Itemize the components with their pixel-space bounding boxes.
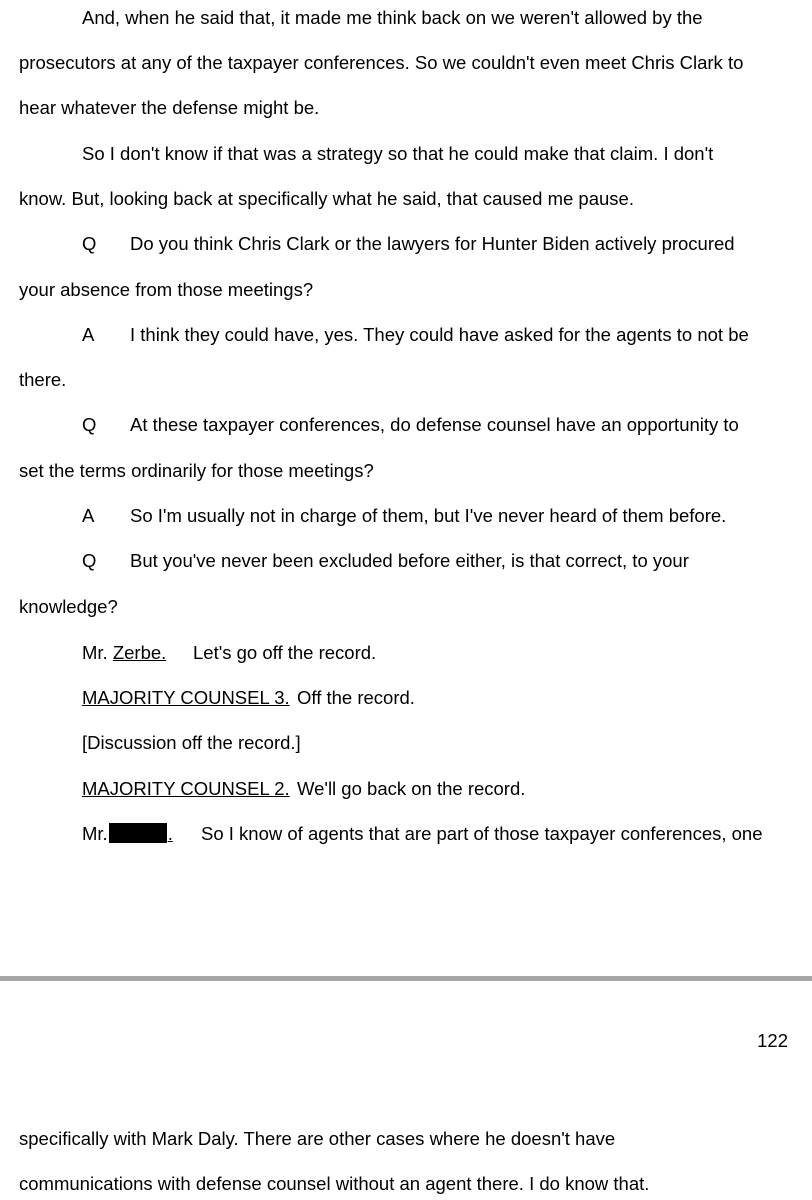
speaker-text: Let's go off the record.: [193, 642, 377, 663]
qa-text: So I'm usually not in charge of them, but I've never heard of them before.: [130, 505, 727, 526]
speaker-prefix: Mr.: [82, 642, 113, 663]
redaction-bar: [109, 823, 167, 843]
page-divider: [0, 976, 812, 981]
qa-text: But you've never been excluded before either, is that correct, to your: [130, 550, 689, 571]
transcript-line: And, when he said that, it made me think back on we weren't allowed by the: [82, 7, 703, 28]
speaker-name: Zerbe.: [112, 642, 167, 663]
stage-direction: [Discussion off the record.]: [82, 732, 301, 753]
speaker-prefix: Mr.: [82, 823, 108, 844]
transcript-line: know. But, looking back at specifically what he said, that caused me pause.: [19, 188, 634, 209]
speaker-line: [82, 642, 166, 664]
transcript-line: knowledge?: [19, 596, 118, 617]
transcript-line: there.: [19, 369, 67, 390]
speaker-text: We'll go back on the record.: [297, 778, 526, 799]
qa-text: I think they could have, yes. They could have asked for the agents to not be: [130, 324, 749, 345]
transcript-line: communications with defense counsel without an agent there. I do know that.: [19, 1173, 650, 1194]
transcript-line: your absence from those meetings?: [19, 279, 314, 300]
qa-text: At these taxpayer conferences, do defense counsel have an opportunity to: [130, 414, 739, 435]
transcript-line: hear whatever the defense might be.: [19, 97, 320, 118]
page-number: 122: [757, 1030, 788, 1051]
qa-marker: Q: [82, 550, 97, 571]
speaker-suffix: .: [167, 823, 173, 844]
qa-marker: Q: [82, 414, 97, 435]
qa-marker: A: [82, 505, 95, 526]
speaker-name: MAJORITY COUNSEL 3.: [82, 687, 290, 708]
transcript-line: So I don't know if that was a strategy so that he could make that claim. I don't: [82, 143, 714, 164]
qa-marker: Q: [82, 233, 97, 254]
transcript-line: specifically with Mark Daly. There are other cases where he doesn't have: [19, 1128, 616, 1149]
transcript-line: prosecutors at any of the taxpayer conferences. So we couldn't even meet Chris Clark to: [19, 52, 744, 73]
transcript-line: set the terms ordinarily for those meetings?: [19, 460, 374, 481]
qa-text: Do you think Chris Clark or the lawyers for Hunter Biden actively procured: [130, 233, 735, 254]
speaker-name: MAJORITY COUNSEL 2.: [82, 778, 290, 799]
qa-marker: A: [82, 324, 95, 345]
speaker-text: Off the record.: [297, 687, 415, 708]
redacted-speaker: [82, 823, 173, 845]
speaker-text: So I know of agents that are part of those taxpayer conferences, one: [201, 823, 763, 844]
